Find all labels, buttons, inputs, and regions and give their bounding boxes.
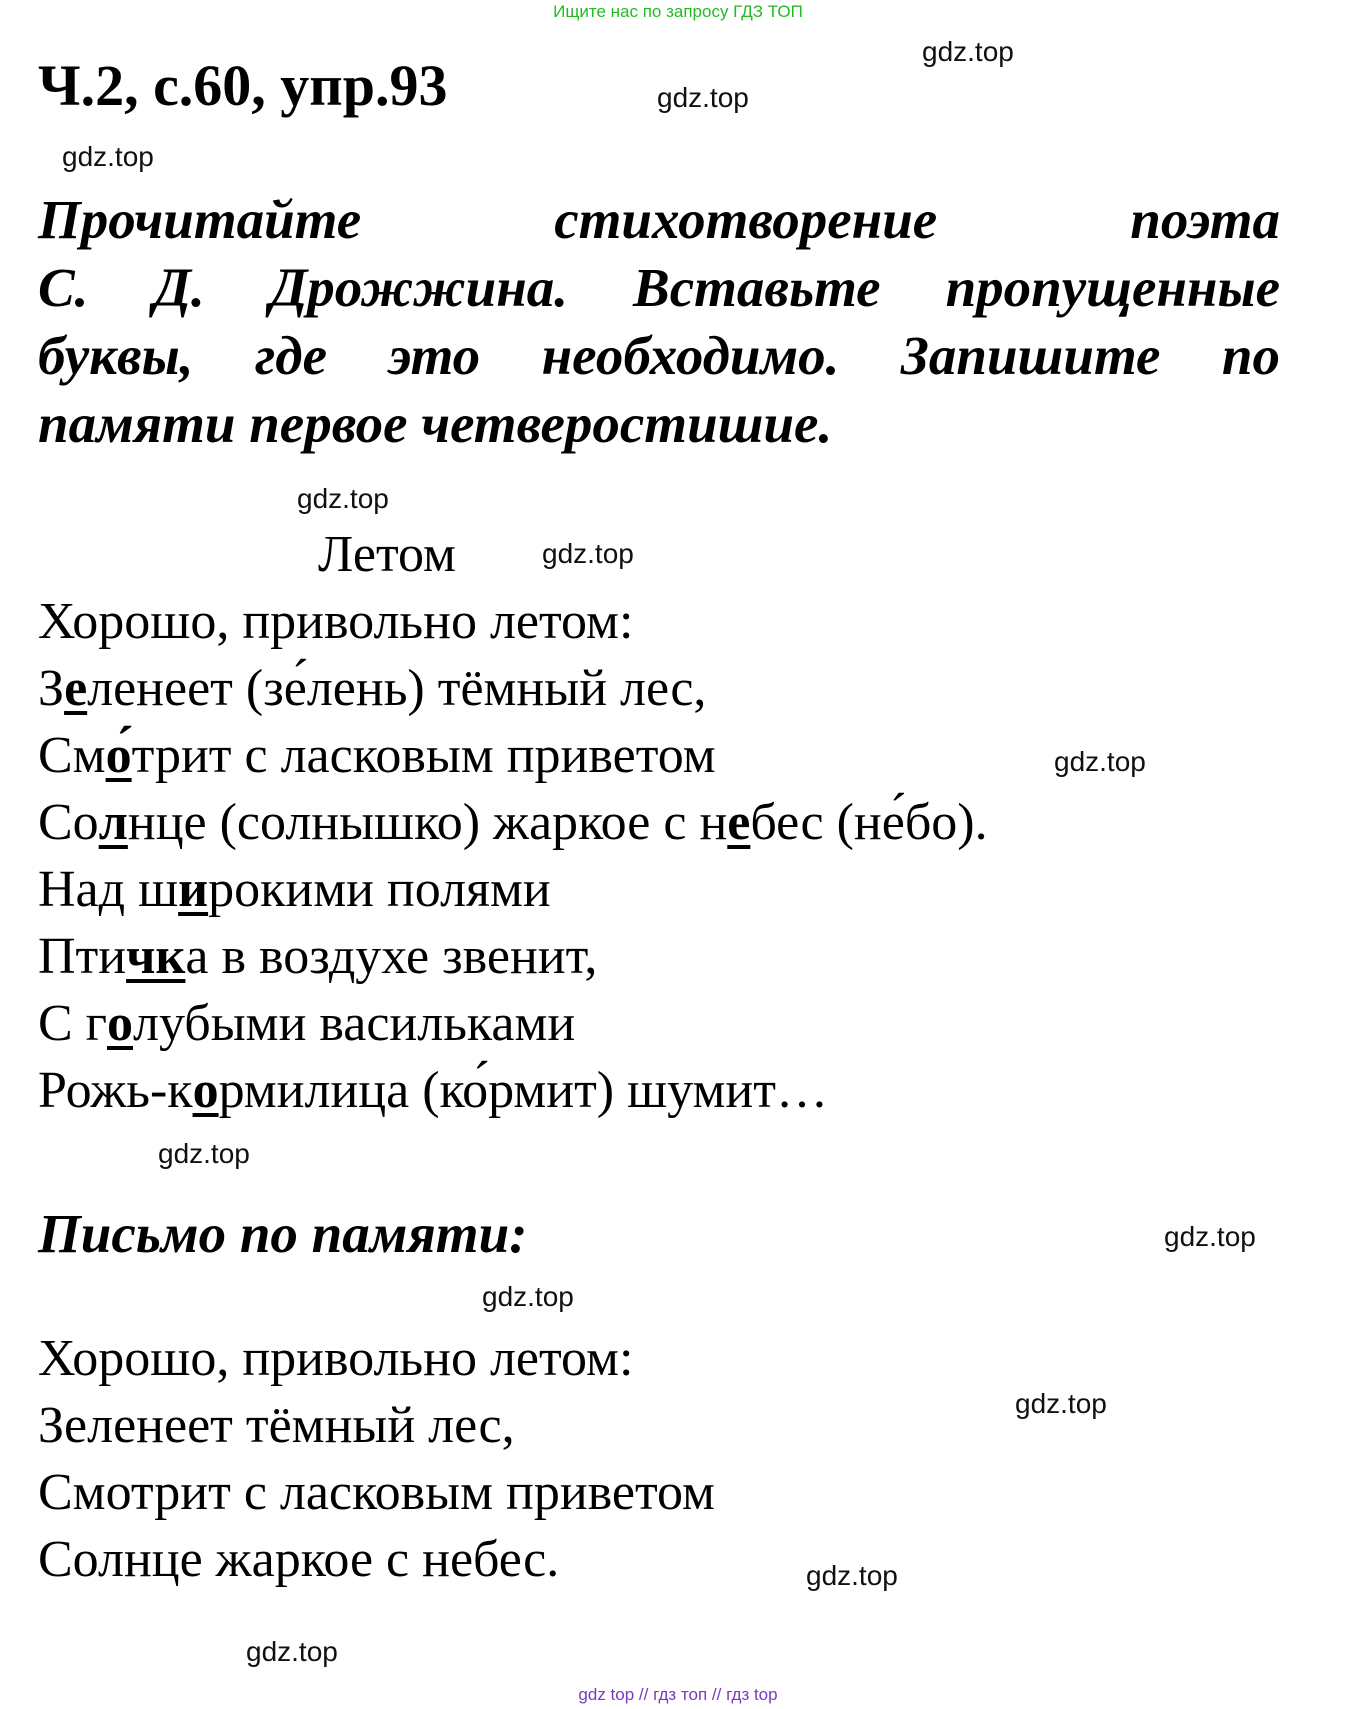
watermark: gdz.top	[1054, 746, 1146, 777]
marked-letter: о	[107, 995, 134, 1052]
search-banner: Ищите нас по запросу ГДЗ ТОП	[553, 2, 803, 21]
marked-letter: и	[178, 861, 209, 918]
poem-line: С голубыми васильками	[38, 995, 576, 1052]
watermark: gdz.top	[297, 483, 389, 514]
watermark: gdz.top	[1164, 1221, 1256, 1252]
task-line-1: Прочитайте стихотворение поэта	[38, 189, 1280, 250]
poem-line: Смо́трит с ласковым приветом	[38, 727, 716, 784]
poem-title: Летом	[318, 526, 456, 583]
footer-links: gdz top // гдз топ // гдз top	[578, 1685, 778, 1704]
task-line-4: памяти первое четверостишие.	[38, 393, 833, 454]
memory-line: Зеленеет тёмный лес,	[38, 1397, 515, 1454]
poem-line: Птичка в воздухе звенит,	[38, 928, 598, 985]
watermark: gdz.top	[806, 1560, 898, 1591]
poem-line: Зеленеет (зе́лень) тёмный лес,	[38, 660, 707, 717]
poem-line: Солнце (солнышко) жаркое с небес (не́бо).	[38, 794, 988, 851]
marked-letter: л	[98, 794, 128, 851]
task-line-2: С. Д. Дрожжина. Вставьте пропущенные	[38, 257, 1281, 318]
watermark: gdz.top	[657, 82, 749, 113]
memory-line: Хорошо, привольно летом:	[38, 1330, 634, 1387]
memory-line: Смотрит с ласковым приветом	[38, 1464, 715, 1521]
memory-heading: Письмо по памяти:	[38, 1203, 528, 1264]
marked-letter: о	[192, 1062, 219, 1119]
poem-line: Рожь-кормилица (ко́рмит) шумит…	[38, 1062, 828, 1119]
marked-letter: чк	[126, 928, 186, 985]
watermark: gdz.top	[482, 1281, 574, 1312]
watermark: gdz.top	[62, 141, 154, 172]
watermark: gdz.top	[158, 1138, 250, 1169]
watermark: gdz.top	[542, 538, 634, 569]
page-title: Ч.2, с.60, упр.93	[38, 53, 448, 118]
poem-line: Над широкими полями	[38, 861, 551, 918]
marked-letter: е	[727, 794, 751, 851]
task-text	[38, 186, 1280, 458]
watermark: gdz.top	[246, 1636, 338, 1667]
task-line-3: буквы, где это необходимо. Запишите по	[38, 325, 1280, 386]
watermark: gdz.top	[1015, 1388, 1107, 1419]
marked-letter: е	[64, 660, 88, 717]
watermark: gdz.top	[922, 36, 1014, 67]
marked-letter: о́	[105, 727, 132, 784]
poem-line: Хорошо, привольно летом:	[38, 593, 634, 650]
memory-line: Солнце жаркое с небес.	[38, 1531, 560, 1588]
